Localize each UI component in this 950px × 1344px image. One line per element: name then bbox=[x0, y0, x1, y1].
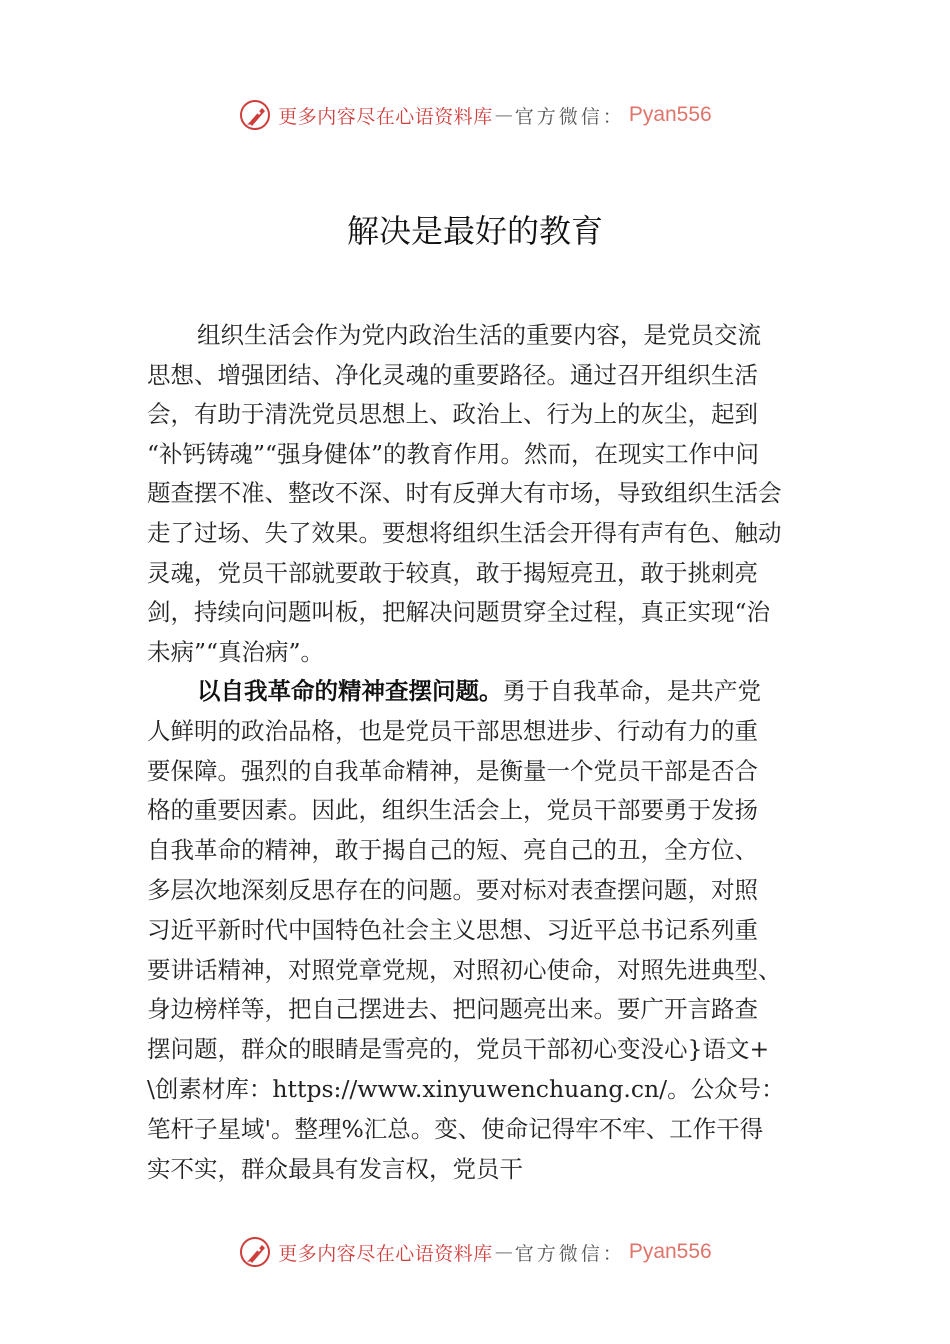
paragraph-line: 习近平新时代中国特色社会主义思想、习近平总书记系列重 bbox=[147, 915, 758, 944]
paragraph-first-line bbox=[147, 672, 823, 712]
fountain-pen-logo-icon bbox=[238, 1235, 272, 1269]
wechat-id: Pyan556 bbox=[628, 1240, 712, 1263]
paragraph-line: 灵魂，党员干部就要敢于较真，敢于揭短亮丑，敢于挑刺亮 bbox=[147, 558, 758, 587]
paragraph-line: 会，有助于清洗党员思想上、政治上、行为上的灰尘，起到 bbox=[147, 400, 758, 429]
paragraph-line: “补钙铸魂”“强身健体”的教育作用。然而，在现实工作中问 bbox=[147, 439, 760, 468]
paragraph-line: 格的重要因素。因此，组织生活会上，党员干部要勇于发扬 bbox=[147, 796, 758, 825]
paragraph-line: 摆问题，群众的眼睛是雪亮的，党员干部初心变没心}语文+ bbox=[147, 1035, 770, 1064]
paragraph-line: 思想、增强团结、净化灵魂的重要路径。通过召开组织生活 bbox=[147, 360, 758, 389]
brand-name: 更多内容尽在心语资料库 bbox=[278, 1242, 493, 1265]
paragraph-line: 剑，持续向问题叫板，把解决问题贯穿全过程，真正实现“治 bbox=[147, 598, 771, 627]
document-title: 解决是最好的教育 bbox=[346, 212, 603, 250]
paragraph-2 bbox=[147, 672, 823, 1189]
wechat-label: 官方微信： bbox=[514, 1242, 625, 1265]
paragraph-line: 题查摆不准、整改不深、时有反弹大有市场，导致组织生活会 bbox=[147, 479, 782, 508]
paragraph-1 bbox=[147, 316, 823, 672]
paragraph-line: 身边榜样等，把自己摆进去、把问题亮出来。要广开言路查 bbox=[147, 995, 758, 1024]
paragraph-line: 走了过场、失了效果。要想将组织生活会开得有声有色、触动 bbox=[147, 518, 782, 547]
paragraph-line: \创素材库：https://www.xinyuwenchuang.cn/。公众号： bbox=[147, 1074, 785, 1103]
paragraph-line: 要讲话精神，对照党章党规，对照初心使命，对照先进典型、 bbox=[147, 955, 782, 984]
section-heading: 以自我革命的精神查摆问题。 bbox=[197, 677, 503, 705]
wechat-id: Pyan556 bbox=[628, 103, 712, 126]
fountain-pen-logo-icon bbox=[238, 98, 272, 132]
paragraph-line: 笔杆子星域'。整理%汇总。变、使命记得牢不牢、工作干得 bbox=[147, 1114, 764, 1143]
paragraph-line: 要保障。强烈的自我革命精神，是衡量一个党员干部是否合 bbox=[147, 756, 758, 785]
footer-banner bbox=[0, 1232, 950, 1272]
banner-dash: — bbox=[494, 104, 513, 126]
paragraph-line: 未病”“真治病”。 bbox=[147, 637, 325, 666]
paragraph-line: 自我革命的精神，敢于揭自己的短、亮自己的丑，全方位、 bbox=[147, 836, 758, 865]
paragraph-line: 组织生活会作为党内政治生活的重要内容，是党员交流 bbox=[197, 321, 761, 349]
paragraph-line: 实不实，群众最具有发言权，党员干 bbox=[147, 1154, 523, 1183]
banner-dash: — bbox=[494, 1241, 513, 1263]
header-banner bbox=[0, 95, 950, 135]
paragraph-line: 多层次地深刻反思存在的问题。要对标对表查摆问题，对照 bbox=[147, 875, 758, 904]
brand-name: 更多内容尽在心语资料库 bbox=[278, 105, 493, 128]
wechat-label: 官方微信： bbox=[514, 105, 625, 128]
paragraph-line: 人鲜明的政治品格，也是党员干部思想进步、行动有力的重 bbox=[147, 716, 758, 745]
paragraph-text: 勇于自我革命，是共产党 bbox=[502, 677, 761, 705]
